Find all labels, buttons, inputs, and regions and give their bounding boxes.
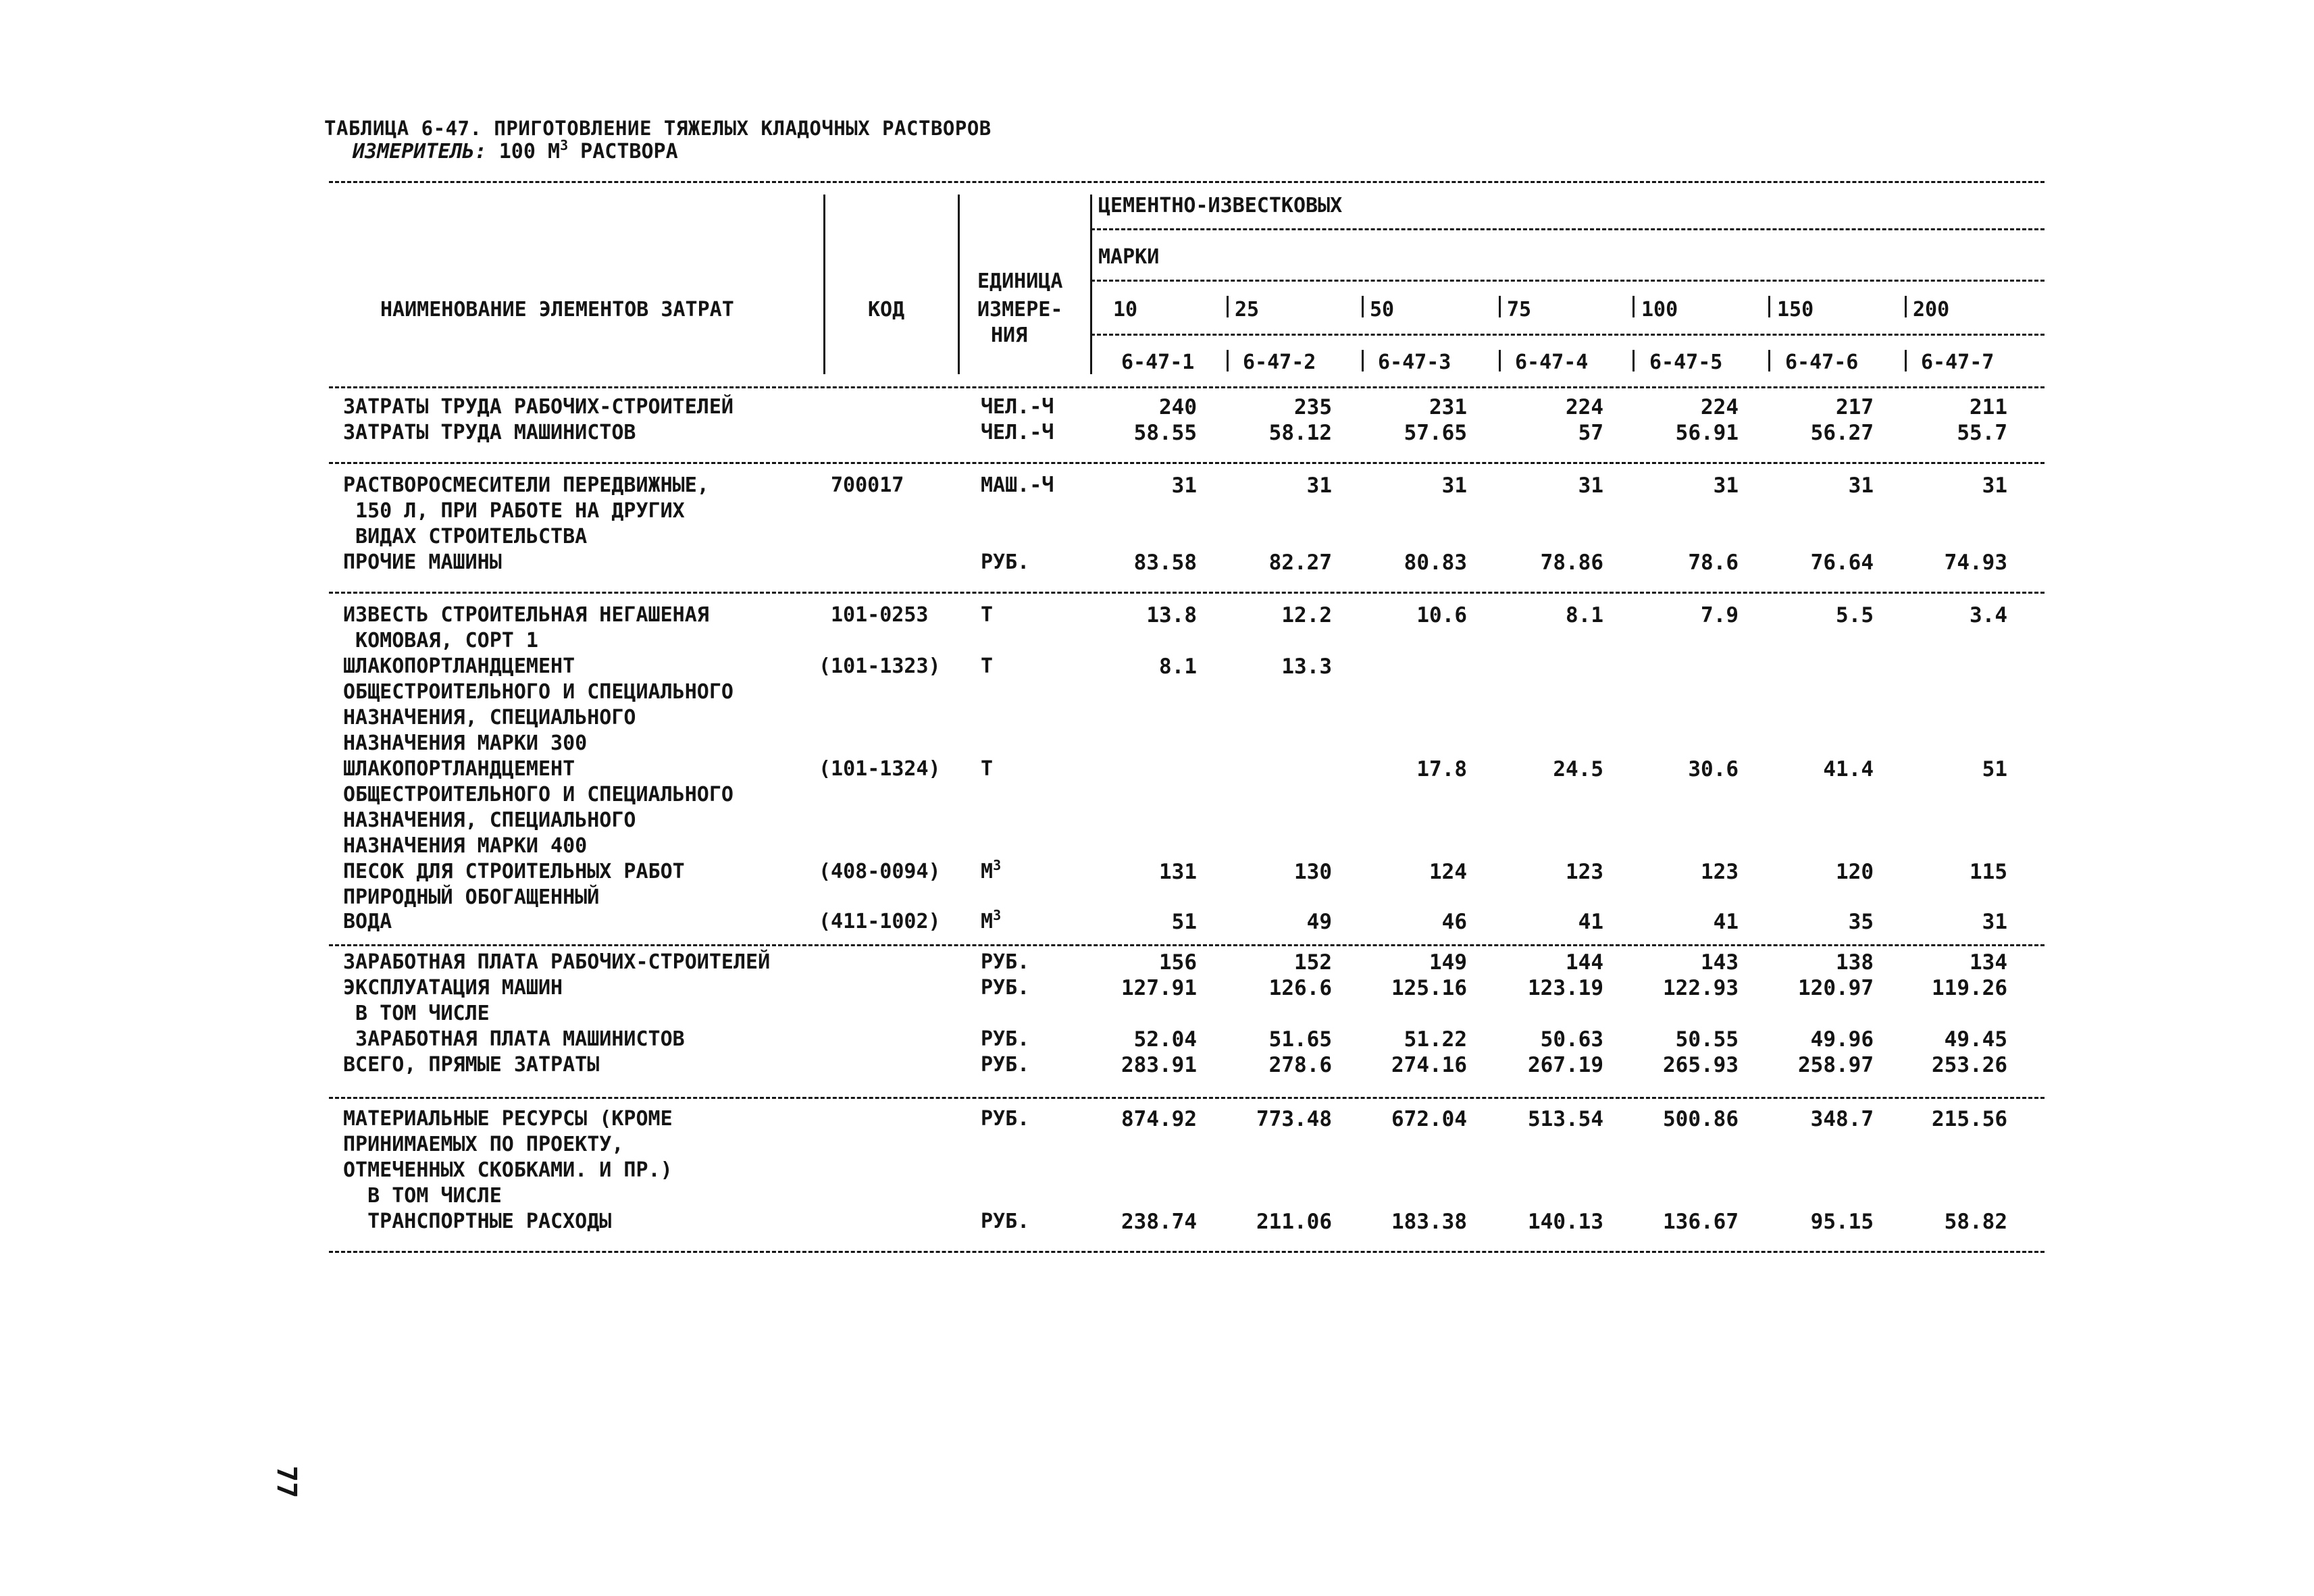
row-value: 31 xyxy=(1441,473,1467,498)
row-value: 211.06 xyxy=(1256,1210,1332,1234)
col-header-name: НАИМЕНОВАНИЕ ЭЛЕМЕНТОВ ЗАТРАТ xyxy=(380,298,734,321)
row-value: 672.04 xyxy=(1391,1107,1467,1131)
page-number: 77 xyxy=(271,1466,302,1499)
row-name-line: КОМОВАЯ, СОРТ 1 xyxy=(343,629,538,652)
table-bottom-rule xyxy=(329,1251,2045,1253)
header-vsep-name xyxy=(823,195,825,374)
row-value: 120 xyxy=(1836,860,1874,884)
section-rule-3 xyxy=(329,944,2045,946)
row-name-line: В ТОМ ЧИСЛЕ xyxy=(343,1184,502,1208)
row-value: 35 xyxy=(1848,910,1874,934)
row-value: 122.93 xyxy=(1663,976,1739,1000)
row-name-line: ЗАРАБОТНАЯ ПЛАТА РАБОЧИХ-СТРОИТЕЛЕЙ xyxy=(343,950,771,974)
row-name-line: РАСТВОРОСМЕСИТЕЛИ ПЕРЕДВИЖНЫЕ, xyxy=(343,473,709,497)
row-unit xyxy=(981,978,1029,998)
row-unit xyxy=(981,397,1054,417)
row-code: (101-1324) xyxy=(819,757,941,781)
row-name-line: НАЗНАЧЕНИЯ МАРКИ 300 xyxy=(343,731,588,755)
row-value: 253.26 xyxy=(1932,1053,2007,1077)
row-value: 5.5 xyxy=(1836,603,1874,627)
row-value: 120.97 xyxy=(1798,976,1874,1000)
row-name-line: ПРОЧИЕ МАШИНЫ xyxy=(343,550,502,574)
row-name-line: ОБЩЕСТРОИТЕЛЬНОГО И СПЕЦИАЛЬНОГО xyxy=(343,783,734,806)
row-unit-text: РУБ. xyxy=(981,550,1030,574)
col-header-code: КОД xyxy=(868,298,905,321)
row-code: (101-1323) xyxy=(819,654,941,678)
header-vsep-mark-5 xyxy=(1632,296,1635,317)
row-value: 52.04 xyxy=(1133,1027,1197,1052)
column-code: 6-47-1 xyxy=(1121,351,1195,374)
mark-value: 200 xyxy=(1913,298,1950,321)
row-value: 12.2 xyxy=(1281,603,1332,627)
column-code: 6-47-3 xyxy=(1378,351,1451,374)
row-unit xyxy=(981,1109,1029,1129)
header-vsep-code-7 xyxy=(1905,350,1907,371)
col-header-unit-2: ИЗМЕРЕ- xyxy=(977,298,1063,321)
row-value: 211 xyxy=(1970,395,2007,419)
row-value: 238.74 xyxy=(1121,1210,1197,1234)
row-value: 51.65 xyxy=(1268,1027,1332,1052)
row-unit-text: ЧЕЛ.-Ч xyxy=(981,395,1054,419)
row-value: 51 xyxy=(1982,757,2007,781)
column-code: 6-47-4 xyxy=(1515,351,1589,374)
col-header-group: ЦЕМЕНТНО-ИЗВЕСТКОВЫХ xyxy=(1098,194,1343,217)
row-unit-sup: 3 xyxy=(993,907,1002,923)
header-vsep-mark-7 xyxy=(1905,296,1907,317)
row-value: 31 xyxy=(1306,473,1332,498)
header-vsep-code-5 xyxy=(1632,350,1635,371)
row-value: 57.65 xyxy=(1404,421,1467,445)
row-value: 30.6 xyxy=(1688,757,1739,781)
row-value: 126.6 xyxy=(1268,976,1332,1000)
row-unit-text: РУБ. xyxy=(981,976,1030,1000)
row-unit-sup: 3 xyxy=(993,857,1002,873)
row-code: 101-0253 xyxy=(831,603,929,627)
row-value: 7.9 xyxy=(1701,603,1739,627)
row-value: 3.4 xyxy=(1970,603,2007,627)
column-code: 6-47-7 xyxy=(1921,351,1995,374)
row-value: 217 xyxy=(1836,395,1874,419)
mark-value: 25 xyxy=(1235,298,1260,321)
row-value: 278.6 xyxy=(1268,1053,1332,1077)
row-unit-text: Т xyxy=(981,654,994,678)
row-code: (411-1002) xyxy=(819,910,941,933)
row-unit-text: Т xyxy=(981,603,994,627)
mark-value: 50 xyxy=(1370,298,1395,321)
row-value: 267.19 xyxy=(1528,1053,1603,1077)
row-value: 119.26 xyxy=(1932,976,2007,1000)
row-name-line: ШЛАКОПОРТЛАНДЦЕМЕНТ xyxy=(343,757,575,781)
row-value: 140.13 xyxy=(1528,1210,1603,1234)
header-bottom-rule xyxy=(329,386,2045,388)
row-value: 152 xyxy=(1294,950,1332,975)
row-value: 56.27 xyxy=(1810,421,1874,445)
row-name-line: ШЛАКОПОРТЛАНДЦЕМЕНТ xyxy=(343,654,575,678)
row-value: 127.91 xyxy=(1121,976,1197,1000)
row-unit-text: М xyxy=(981,860,994,883)
column-code: 6-47-6 xyxy=(1785,351,1859,374)
row-value: 124 xyxy=(1429,860,1467,884)
row-name-line: ОБЩЕСТРОИТЕЛЬНОГО И СПЕЦИАЛЬНОГО xyxy=(343,680,734,704)
row-value: 149 xyxy=(1429,950,1467,975)
header-vsep-code xyxy=(958,195,960,374)
row-value: 138 xyxy=(1836,950,1874,975)
row-value: 123.19 xyxy=(1528,976,1603,1000)
header-rule-mark-values xyxy=(1091,334,2045,336)
row-name-line: 150 Л, ПРИ РАБОТЕ НА ДРУГИХ xyxy=(343,499,685,523)
header-rule-group xyxy=(1091,228,2045,230)
mark-value: 150 xyxy=(1777,298,1814,321)
header-vsep-code-4 xyxy=(1499,350,1501,371)
row-value: 513.54 xyxy=(1528,1107,1603,1131)
row-value: 348.7 xyxy=(1810,1107,1874,1131)
row-value: 258.97 xyxy=(1798,1053,1874,1077)
row-value: 123 xyxy=(1566,860,1603,884)
row-name-line: МАТЕРИАЛЬНЫЕ РЕСУРСЫ (КРОМЕ xyxy=(343,1107,673,1131)
row-code: (408-0094) xyxy=(819,860,941,883)
row-value: 231 xyxy=(1429,395,1467,419)
row-value: 56.91 xyxy=(1675,421,1739,445)
row-value: 58.82 xyxy=(1944,1210,2007,1234)
row-name-line: ОТМЕЧЕННЫХ СКОБКАМИ. И ПР.) xyxy=(343,1158,673,1182)
unit-measure-label: ИЗМЕРИТЕЛЬ: xyxy=(353,140,487,163)
col-header-unit-1: ЕДИНИЦА xyxy=(977,269,1063,293)
mark-value: 75 xyxy=(1507,298,1532,321)
row-unit xyxy=(981,1055,1029,1075)
row-unit-text: РУБ. xyxy=(981,1053,1030,1077)
row-unit xyxy=(981,654,994,678)
row-value: 500.86 xyxy=(1663,1107,1739,1131)
row-value: 274.16 xyxy=(1391,1053,1467,1077)
row-value: 31 xyxy=(1713,473,1739,498)
header-vsep-mark-3 xyxy=(1362,296,1364,317)
row-unit xyxy=(981,759,993,779)
row-code: 700017 xyxy=(831,473,904,497)
row-value: 95.15 xyxy=(1810,1210,1874,1234)
row-value: 224 xyxy=(1566,395,1603,419)
mark-value: 10 xyxy=(1113,298,1138,321)
row-value: 874.92 xyxy=(1121,1107,1197,1131)
row-value: 50.55 xyxy=(1675,1027,1739,1052)
row-unit xyxy=(981,1029,1029,1050)
header-rule-marks xyxy=(1091,280,2045,282)
row-value: 183.38 xyxy=(1391,1210,1467,1234)
row-name-line: ЗАТРАТЫ ТРУДА МАШИНИСТОВ xyxy=(343,421,636,444)
row-unit xyxy=(981,423,1054,443)
row-value: 143 xyxy=(1701,950,1739,975)
row-name-line: ВСЕГО, ПРЯМЫЕ ЗАТРАТЫ xyxy=(343,1053,600,1077)
row-value: 17.8 xyxy=(1416,757,1467,781)
row-unit xyxy=(981,605,993,625)
header-vsep-unit xyxy=(1090,195,1092,374)
section-rule-1 xyxy=(329,462,2045,464)
row-value: 55.7 xyxy=(1957,421,2007,445)
row-unit-text: РУБ. xyxy=(981,1027,1030,1051)
row-unit-text: РУБ. xyxy=(981,1210,1030,1233)
row-name-line: ПРИНИМАЕМЫХ ПО ПРОЕКТУ, xyxy=(343,1133,624,1156)
row-value: 13.8 xyxy=(1146,603,1197,627)
row-value: 50.63 xyxy=(1540,1027,1603,1052)
row-value: 130 xyxy=(1294,860,1332,884)
row-value: 76.64 xyxy=(1810,550,1874,575)
row-value: 8.1 xyxy=(1159,654,1197,679)
unit-measure-tail: РАСТВОРА xyxy=(580,140,678,163)
col-header-marks: МАРКИ xyxy=(1098,245,1160,269)
row-value: 49.45 xyxy=(1944,1027,2007,1052)
row-value: 123 xyxy=(1701,860,1739,884)
row-name-line: ВОДА xyxy=(343,910,392,933)
row-unit xyxy=(981,907,1002,933)
row-name-line: ВИДАХ СТРОИТЕЛЬСТВА xyxy=(343,525,588,548)
header-vsep-mark-2 xyxy=(1227,296,1229,317)
section-rule-4 xyxy=(329,1097,2045,1099)
row-value: 240 xyxy=(1159,395,1197,419)
column-code: 6-47-2 xyxy=(1243,351,1316,374)
mark-value: 100 xyxy=(1641,298,1678,321)
row-value: 144 xyxy=(1566,950,1603,975)
row-value: 58.12 xyxy=(1268,421,1332,445)
row-value: 10.6 xyxy=(1416,603,1467,627)
row-name-line: ПРИРОДНЫЙ ОБОГАЩЕННЫЙ xyxy=(343,885,600,909)
row-name-line: ЗАТРАТЫ ТРУДА РАБОЧИХ-СТРОИТЕЛЕЙ xyxy=(343,395,734,419)
row-value: 51.22 xyxy=(1404,1027,1467,1052)
row-value: 215.56 xyxy=(1932,1107,2007,1131)
row-name-line: ТРАНСПОРТНЫЕ РАСХОДЫ xyxy=(343,1210,612,1233)
row-unit-text: РУБ. xyxy=(981,950,1030,974)
row-value: 24.5 xyxy=(1553,757,1603,781)
row-value: 31 xyxy=(1982,910,2007,934)
row-value: 13.3 xyxy=(1281,654,1332,679)
header-vsep-mark-4 xyxy=(1499,296,1501,317)
row-value: 41 xyxy=(1578,910,1603,934)
row-value: 31 xyxy=(1578,473,1603,498)
row-value: 31 xyxy=(1171,473,1197,498)
row-value: 58.55 xyxy=(1133,421,1197,445)
row-unit xyxy=(981,1212,1029,1232)
row-value: 51 xyxy=(1171,910,1197,934)
row-unit-text: Т xyxy=(981,757,994,781)
row-value: 74.93 xyxy=(1944,550,2007,575)
row-value: 283.91 xyxy=(1121,1053,1197,1077)
row-value: 8.1 xyxy=(1566,603,1603,627)
header-vsep-mark-6 xyxy=(1768,296,1770,317)
unit-measure-value: 100 М xyxy=(498,140,561,163)
col-header-unit-3: НИЯ xyxy=(991,324,1028,347)
row-name-line: НАЗНАЧЕНИЯ, СПЕЦИАЛЬНОГО xyxy=(343,706,636,729)
row-value: 125.16 xyxy=(1391,976,1467,1000)
row-value: 78.6 xyxy=(1688,550,1739,575)
row-unit xyxy=(981,552,1029,573)
row-unit xyxy=(981,475,1054,496)
row-unit-text: М xyxy=(981,910,994,933)
row-value: 41 xyxy=(1713,910,1739,934)
row-unit-text: РУБ. xyxy=(981,1107,1030,1131)
column-code: 6-47-5 xyxy=(1649,351,1723,374)
row-value: 136.67 xyxy=(1663,1210,1739,1234)
row-value: 78.86 xyxy=(1540,550,1603,575)
row-value: 134 xyxy=(1970,950,2007,975)
row-value: 156 xyxy=(1159,950,1197,975)
row-name-line: НАЗНАЧЕНИЯ МАРКИ 400 xyxy=(343,834,588,858)
row-value: 49.96 xyxy=(1810,1027,1874,1052)
row-value: 80.83 xyxy=(1404,550,1467,575)
unit-measure xyxy=(353,137,678,163)
row-name-line: ПЕСОК ДЛЯ СТРОИТЕЛЬНЫХ РАБОТ xyxy=(343,860,685,883)
row-name-line: ЭКСПЛУАТАЦИЯ МАШИН xyxy=(343,976,563,1000)
row-value: 131 xyxy=(1159,860,1197,884)
table-title: ТАБЛИЦА 6-47. ПРИГОТОВЛЕНИЕ ТЯЖЕЛЫХ КЛАДОЧНЫХ РАСТВОРОВ xyxy=(324,117,992,140)
row-value: 82.27 xyxy=(1268,550,1332,575)
row-unit xyxy=(981,952,1029,973)
row-value: 57 xyxy=(1578,421,1603,445)
header-vsep-code-6 xyxy=(1768,350,1770,371)
unit-measure-sup: 3 xyxy=(560,137,569,153)
row-value: 49 xyxy=(1306,910,1332,934)
row-unit-text: МАШ.-Ч xyxy=(981,473,1054,497)
table-top-rule xyxy=(329,181,2045,183)
row-value: 46 xyxy=(1441,910,1467,934)
row-value: 773.48 xyxy=(1256,1107,1332,1131)
row-value: 31 xyxy=(1982,473,2007,498)
row-name-line: В ТОМ ЧИСЛЕ xyxy=(343,1002,490,1025)
row-value: 235 xyxy=(1294,395,1332,419)
row-value: 31 xyxy=(1848,473,1874,498)
header-vsep-code-2 xyxy=(1227,350,1229,371)
row-value: 115 xyxy=(1970,860,2007,884)
row-name-line: ЗАРАБОТНАЯ ПЛАТА МАШИНИСТОВ xyxy=(343,1027,685,1051)
row-unit-text: ЧЕЛ.-Ч xyxy=(981,421,1054,444)
row-value: 41.4 xyxy=(1823,757,1874,781)
row-value: 83.58 xyxy=(1133,550,1197,575)
row-name-line: НАЗНАЧЕНИЯ, СПЕЦИАЛЬНОГО xyxy=(343,808,636,832)
header-vsep-code-3 xyxy=(1362,350,1364,371)
row-unit xyxy=(981,857,1002,883)
row-value: 224 xyxy=(1701,395,1739,419)
row-name-line: ИЗВЕСТЬ СТРОИТЕЛЬНАЯ НЕГАШЕНАЯ xyxy=(343,603,709,627)
row-value: 265.93 xyxy=(1663,1053,1739,1077)
section-rule-2 xyxy=(329,592,2045,594)
